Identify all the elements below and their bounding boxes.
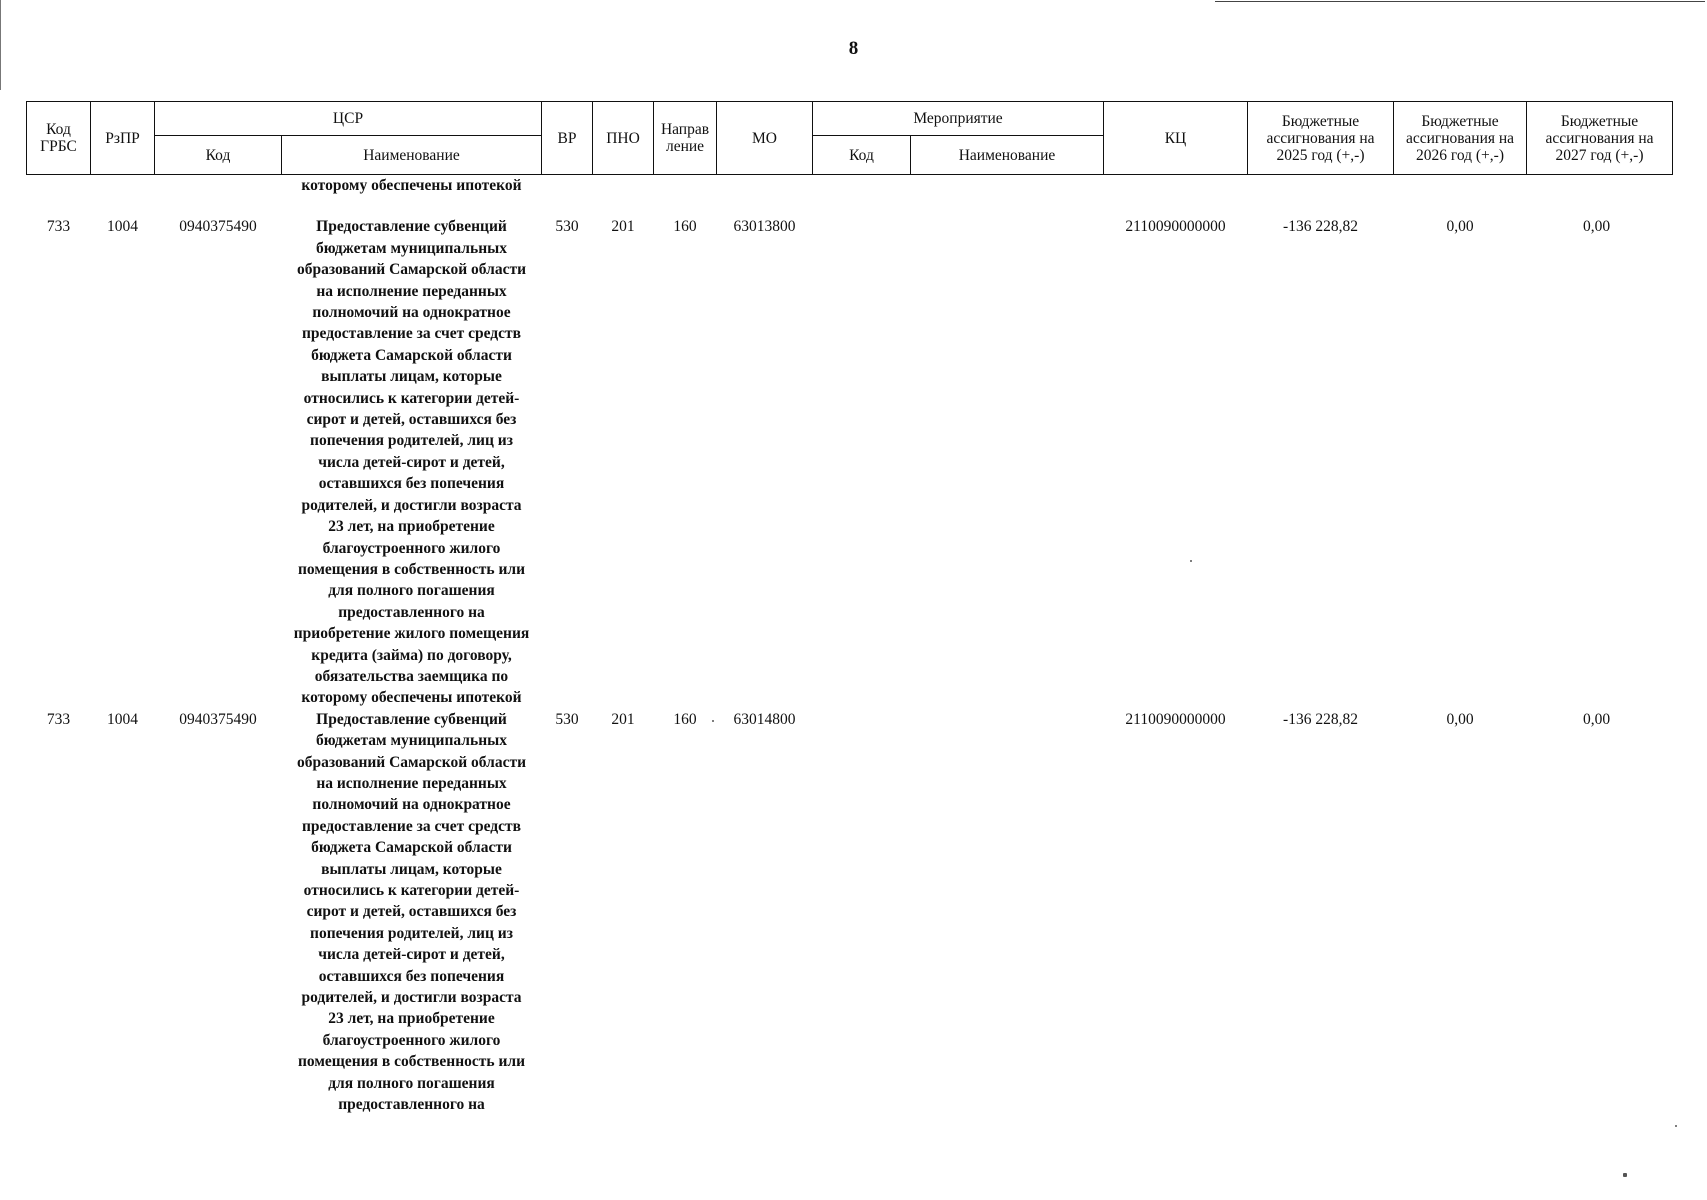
name-line: помещения в собственность или bbox=[297, 1053, 525, 1071]
header-meropr-kod: Код bbox=[813, 136, 911, 175]
cell-csr-name bbox=[282, 216, 542, 708]
continuation-row bbox=[27, 175, 1673, 217]
name-line: относились к категории детей- bbox=[303, 882, 520, 899]
cell-csr-kod: 0940375490 bbox=[179, 710, 257, 728]
name-line: Предоставление субвенций bbox=[316, 218, 507, 236]
name-line: выплаты лицам, которые bbox=[321, 368, 502, 386]
name-line: Предоставление субвенций bbox=[316, 710, 507, 728]
cell-vr: 530 bbox=[555, 710, 579, 728]
name-line: бюджетам муниципальных bbox=[316, 239, 507, 257]
name-line: для полного погашения bbox=[328, 582, 495, 600]
header-csr-name: Наименование bbox=[282, 136, 542, 175]
name-line: бюджета Самарской области bbox=[311, 346, 512, 364]
cell-budget-2027: 0,00 bbox=[1582, 218, 1611, 236]
name-line: образований Самарской области bbox=[296, 753, 527, 771]
name-line: 23 лет, на приобретение bbox=[328, 518, 495, 536]
cell-meropr-kod bbox=[813, 709, 911, 1116]
name-line: выплаты лицам, которые bbox=[321, 860, 502, 878]
cell-kod-grbs: 733 bbox=[46, 218, 71, 236]
name-line: бюджета Самарской области bbox=[311, 839, 512, 857]
name-line: относились к категории детей- bbox=[303, 389, 520, 407]
name-line: кредита (займа) по договору, bbox=[311, 646, 512, 664]
name-line: помещения в собственность или bbox=[297, 560, 525, 578]
cell-budget-2025: -136 228,82 bbox=[1283, 218, 1358, 236]
name-line: для полного погашения bbox=[328, 1074, 495, 1092]
name-line: числа детей-сирот и детей, bbox=[318, 453, 505, 471]
name-line: предоставленного на bbox=[338, 603, 485, 621]
name-line: сирот и детей, оставшихся без bbox=[306, 411, 517, 429]
cell-csr-kod: 0940375490 bbox=[179, 218, 257, 236]
scan-speck bbox=[712, 720, 714, 722]
name-line: числа детей-сирот и детей, bbox=[318, 946, 505, 964]
scan-edge-line bbox=[1215, 1, 1705, 2]
name-line: на исполнение переданных bbox=[316, 774, 507, 792]
name-line: бюджетам муниципальных bbox=[316, 732, 507, 750]
table-row bbox=[27, 216, 1673, 708]
page-number: 8 bbox=[848, 38, 859, 59]
cell-kc: 2110090000000 bbox=[1125, 710, 1226, 728]
name-line: попечения родителей, лиц из bbox=[310, 924, 513, 942]
name-line: 23 лет, на приобретение bbox=[328, 1010, 495, 1028]
cell-budget-2026: 0,00 bbox=[1446, 710, 1474, 728]
header-meropr-name: Наименование bbox=[911, 136, 1104, 175]
cell-meropr-name bbox=[911, 709, 1104, 1116]
name-line: предоставленного на bbox=[338, 1096, 485, 1114]
cell-meropr-kod bbox=[813, 216, 911, 708]
name-line: обязательства заемщика по bbox=[314, 667, 509, 685]
header-budget-2026: Бюджетные ассигнования на 2026 год (+,-) bbox=[1394, 102, 1527, 175]
name-lines bbox=[284, 709, 540, 1116]
name-line: которому обеспечены ипотекой bbox=[301, 689, 522, 707]
cell-kod-grbs: 733 bbox=[46, 710, 71, 728]
name-line: сирот и детей, оставшихся без bbox=[306, 903, 517, 921]
name-line: образований Самарской области bbox=[296, 261, 527, 279]
name-lines bbox=[284, 216, 540, 708]
name-line: полномочий на однократное bbox=[312, 304, 511, 322]
name-line: попечения родителей, лиц из bbox=[310, 432, 513, 450]
header-budget-2025: Бюджетные ассигнования на 2025 год (+,-) bbox=[1248, 102, 1394, 175]
cell-meropr-name bbox=[911, 216, 1104, 708]
cell-napravlenie: 160 bbox=[673, 218, 697, 236]
header-pno: ПНО bbox=[593, 102, 654, 175]
table-row bbox=[27, 709, 1673, 1116]
name-line: предоставление за счет средств bbox=[301, 817, 522, 835]
cell-napravlenie: 160 bbox=[673, 710, 697, 728]
name-line: приобретение жилого помещения bbox=[293, 625, 530, 643]
budget-table bbox=[26, 101, 1673, 1115]
name-line: предоставление за счет средств bbox=[301, 325, 522, 343]
header-meropriyatie: Мероприятие bbox=[813, 102, 1104, 136]
cell-vr: 530 bbox=[555, 218, 579, 236]
header-rzpr: РзПР bbox=[91, 102, 155, 175]
name-line: на исполнение переданных bbox=[316, 282, 507, 300]
header-kod-grbs: Код ГРБС bbox=[27, 102, 91, 175]
cell-rzpr: 1004 bbox=[107, 218, 138, 236]
table-header bbox=[27, 102, 1673, 175]
cell-budget-2027: 0,00 bbox=[1582, 710, 1611, 728]
name-line: оставшихся без попечения bbox=[318, 475, 505, 493]
name-line: благоустроенного жилого bbox=[322, 1031, 501, 1049]
header-mo: МО bbox=[717, 102, 813, 175]
scan-speck bbox=[1623, 1173, 1627, 1177]
cell-csr-name bbox=[282, 709, 542, 1116]
header-napravlenie: Направ ление bbox=[654, 102, 717, 175]
header-kc: КЦ bbox=[1104, 102, 1248, 175]
cell-pno: 201 bbox=[611, 710, 635, 728]
scan-speck bbox=[1675, 1125, 1677, 1127]
header-budget-2027: Бюджетные ассигнования на 2027 год (+,-) bbox=[1527, 102, 1673, 175]
cell-kc: 2110090000000 bbox=[1125, 218, 1226, 236]
name-line: родителей, и достигли возраста bbox=[301, 496, 522, 514]
cell-pno: 201 bbox=[611, 218, 635, 236]
cell-rzpr: 1004 bbox=[107, 710, 138, 728]
scan-speck bbox=[1190, 560, 1192, 562]
name-line: оставшихся без попечения bbox=[318, 967, 505, 985]
name-line: родителей, и достигли возраста bbox=[301, 989, 522, 1007]
cell-budget-2026: 0,00 bbox=[1446, 218, 1474, 236]
cell-budget-2025: -136 228,82 bbox=[1283, 710, 1358, 728]
header-csr-kod: Код bbox=[155, 136, 282, 175]
name-line: полномочий на однократное bbox=[312, 796, 511, 814]
name-line: благоустроенного жилого bbox=[322, 539, 501, 557]
continuation-name: которому обеспечены ипотекой bbox=[301, 177, 522, 194]
header-csr: ЦСР bbox=[155, 102, 542, 136]
header-vr: ВР bbox=[542, 102, 593, 175]
cell-mo: 63014800 bbox=[733, 710, 796, 728]
cell-mo: 63013800 bbox=[733, 218, 796, 236]
